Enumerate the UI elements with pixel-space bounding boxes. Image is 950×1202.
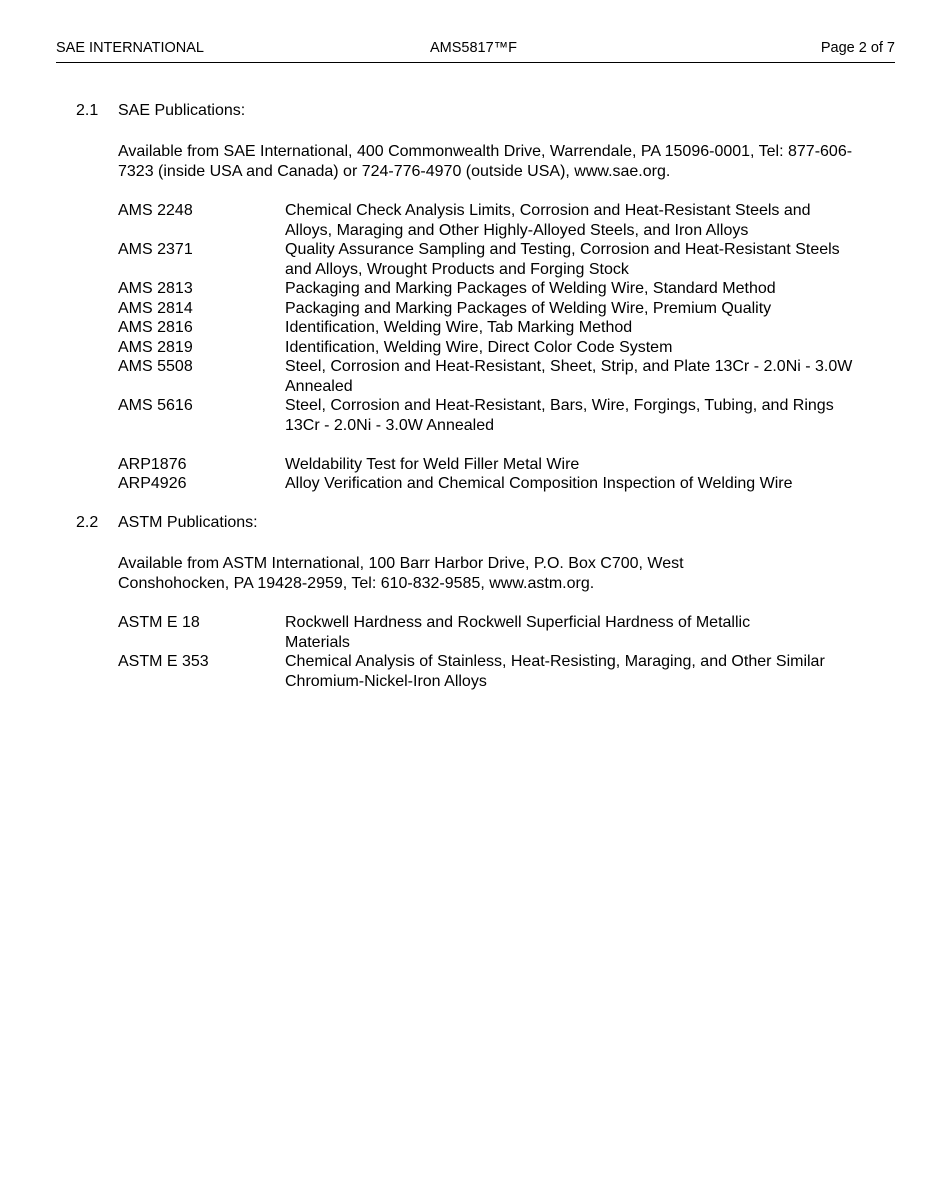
reference-title: Alloy Verification and Chemical Composition Inspection of Welding Wire <box>285 475 793 492</box>
reference-title: Quality Assurance Sampling and Testing, Corrosion and Heat-Resistant Steels and Alloys, Wrought Products and Forging Stock <box>285 241 840 278</box>
reference-title: Weldability Test for Weld Filler Metal Wire <box>285 456 580 473</box>
reference-code: AMS 2813 <box>118 280 193 297</box>
reference-code: ASTM E 18 <box>118 614 200 631</box>
reference-title: Identification, Welding Wire, Tab Marking Method <box>285 319 633 336</box>
header-document-id: AMS5817™F <box>430 40 518 56</box>
page-header <box>56 40 895 63</box>
reference-code: ASTM E 353 <box>118 653 209 670</box>
section-title: SAE Publications: <box>118 102 246 119</box>
reference-code: AMS 5616 <box>118 397 193 414</box>
section-number: 2.1 <box>76 102 99 119</box>
reference-code: ARP4926 <box>118 475 187 492</box>
astm-availability-paragraph: Available from ASTM International, 100 Barr Harbor Drive, P.O. Box C700, West Conshohocken, PA 19428-2959, Tel: 610-832-9585, www.astm.org. <box>118 555 684 592</box>
reference-title: Steel, Corrosion and Heat-Resistant, Bars, Wire, Forgings, Tubing, and Rings 13Cr - 2.0Ni - 3.0W Annealed <box>285 397 834 434</box>
reference-title: Chemical Analysis of Stainless, Heat-Resisting, Maraging, and Other Similar Chromium-Nickel-Iron Alloys <box>285 653 825 690</box>
section-title: ASTM Publications: <box>118 514 258 531</box>
reference-title: Steel, Corrosion and Heat-Resistant, Sheet, Strip, and Plate 13Cr - 2.0Ni - 3.0W Annealed <box>285 358 853 395</box>
reference-title: Identification, Welding Wire, Direct Color Code System <box>285 339 673 356</box>
reference-title: Chemical Check Analysis Limits, Corrosion and Heat-Resistant Steels and Alloys, Maraging and Other Highly-Alloyed Steels, and Iron Alloys <box>285 202 811 239</box>
section-number: 2.2 <box>76 514 99 531</box>
reference-code: AMS 5508 <box>118 358 193 375</box>
reference-code: AMS 2814 <box>118 300 193 317</box>
section-heading-astm <box>76 514 258 532</box>
reference-code: AMS 2248 <box>118 202 193 219</box>
header-organization: SAE INTERNATIONAL <box>56 40 204 56</box>
reference-code: AMS 2819 <box>118 339 193 356</box>
section-heading-sae <box>76 102 245 120</box>
reference-title: Packaging and Marking Packages of Welding Wire, Premium Quality <box>285 300 772 317</box>
reference-title: Packaging and Marking Packages of Welding Wire, Standard Method <box>285 280 776 297</box>
header-page-number: Page 2 of 7 <box>820 40 895 56</box>
reference-code: AMS 2371 <box>118 241 193 258</box>
reference-code: ARP1876 <box>118 456 187 473</box>
reference-title: Rockwell Hardness and Rockwell Superficial Hardness of Metallic Materials <box>285 614 751 651</box>
reference-code: AMS 2816 <box>118 319 193 336</box>
sae-availability-paragraph: Available from SAE International, 400 Commonwealth Drive, Warrendale, PA 15096-0001, Tel: 877-606-7323 (inside USA and Canada) or 724-776-4970 (outside USA), www.sae.org. <box>118 143 853 180</box>
